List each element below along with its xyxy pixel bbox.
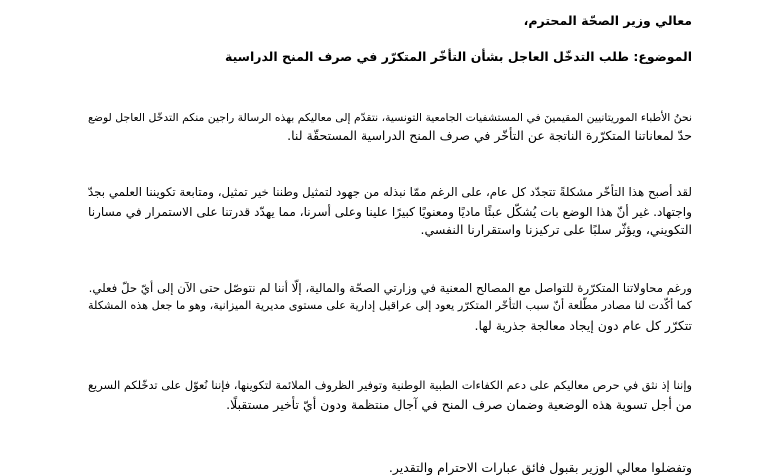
paragraph-4-line-2: من أجل تسوية هذه الوضعية وضمان صرف المنح في آجال منتظمة ودون أيّ تأخير مستقبلًا. (226, 397, 692, 412)
paragraph-1-line-1: نحنُ الأطباء الموريتانيين المقيمينَ في المستشفيات الجامعية التونسية، نتقدّم إلى معاليكم بهذه الرسالة راجين منكم التدخّل العاجل لوضع (88, 111, 692, 124)
paragraph-2-line-2: واجتهاد. غير أنّ هذا الوضع بات يُشكّل عبئًا ماديًا ومعنويًا كبيرًا علينا وعلى أسرنا، مما يهدّد قدرتنا على الاستمرار في مسارنا (88, 205, 692, 219)
paragraph-1-line-2: حدّ لمعاناتنا المتكرّرة الناتجة عن التأخّر في صرف المنح الدراسية المستحقّة لنا. (287, 128, 692, 143)
paragraph-2-line-3: التكويني، ويؤثّر سلبًا على تركيزنا واستقرارنا النفسي. (420, 222, 692, 237)
paragraph-3-line-1: ورغم محاولاتنا المتكرّرة للتواصل مع المصالح المعنية في وزارتي الصحّة والمالية، إلّا أننا لم نتوصّل حتى الآن إلى أيّ حلّ فعلي. (88, 281, 692, 295)
paragraph-3-line-2: كما أكّدت لنا مصادر مطّلعة أنّ سبب التأخّر المتكرّر يعود إلى عراقيل إدارية على مستوى مديرية الميزانية، وهو ما جعل هذه المشكلة (88, 299, 692, 312)
paragraph-2-line-1: لقد أصبح هذا التأخّر مشكلةً تتجدّد كل عام، على الرغم ممّا نبذله من جهود لتمثيل وطننا خير تمثيل، ومتابعة تكويننا العلمي بجدّ (87, 185, 692, 199)
paragraph-3-line-3: تتكرّر كل عام دون إيجاد معالجة جذرية لها. (474, 318, 692, 333)
closing-line: وتفضلوا معالي الوزير بقبول فائق عبارات الاحترام والتقدير. (388, 460, 692, 475)
subject-line: الموضوع: طلب التدخّل العاجل بشأن التأخّر المتكرّر في صرف المنح الدراسية (224, 49, 692, 64)
salutation: معالي وزير الصحّة المحترم، (523, 13, 692, 28)
paragraph-4-line-1: وإننا إذ نثق في حرص معاليكم على دعم الكفاءات الطبية الوطنية وتوفير الظروف الملائمة لتكوينها، فإننا نُعوّل على تدخّلكم السريع (88, 378, 692, 392)
